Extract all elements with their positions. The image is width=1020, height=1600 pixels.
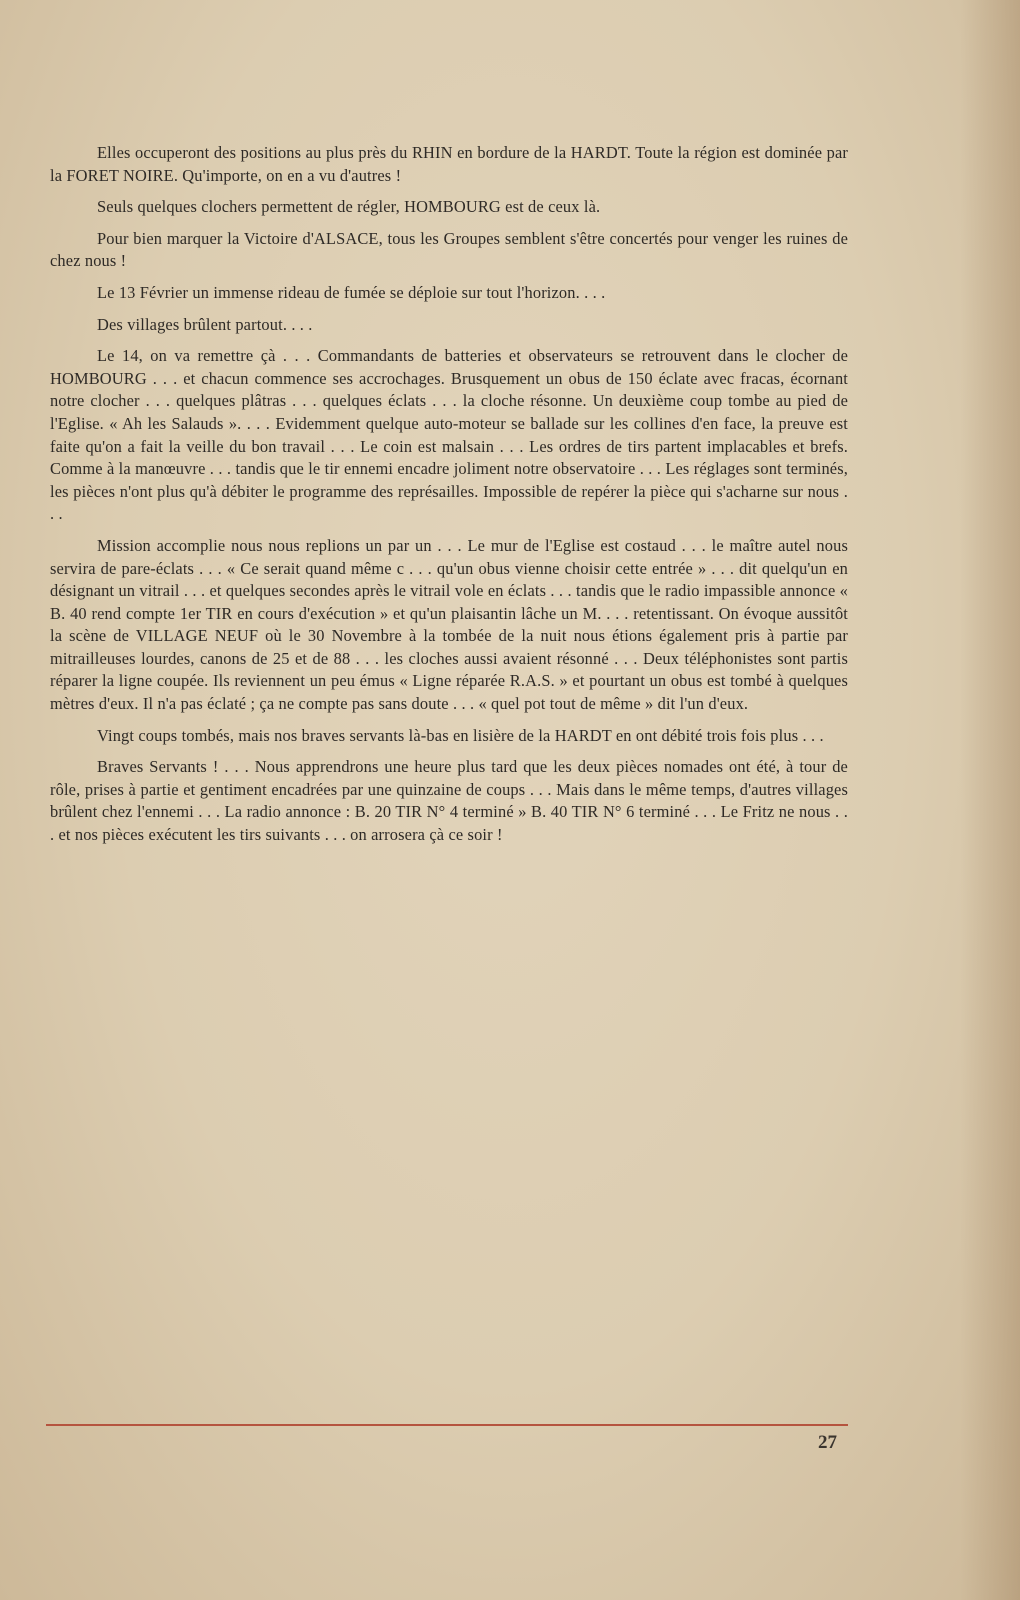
paragraph: Elles occuperont des positions au plus près du RHIN en bordure de la HARDT. Toute la région est dominée par la FORET NOIRE. Qu'importe, on en a vu d'autres ! xyxy=(50,143,848,185)
paragraph: Mission accomplie nous nous replions un par un . . . Le mur de l'Eglise est costaud . . . le maître autel nous servira de pare-éclats . . . « Ce serait quand même c . . . qu'un obus vienne choisir cette entrée » . . . dit quelqu'un en désignant un vitrail . . . et quelques secondes après le vitrail vole en éclats . . . tandis que le radio impassible annonce « B. 40 rend compte 1er TIR en cours d'exécution » et qu'un plaisantin lâche un M. . . . retentissant. On évoque aussitôt la scène de VILLAGE NEUF où le 30 Novembre à la tombée de la nuit nous étions également pris à partie par mitrailleuses lourdes, canons de 25 et de 88 . . . les cloches aussi avaient résonné . . . Deux téléphonistes sont partis réparer la ligne coupée. Ils reviennent un peu émus « Ligne réparée R.A.S. » et pourtant un obus est tombé à quelques mètres d'eux. Il n'a pas éclaté ; ça ne compte pas sans doute . . . « quel pot tout de même » dit l'un d'eux. xyxy=(50,535,848,714)
footer-rule xyxy=(46,1424,848,1426)
paragraph: Le 14, on va remettre çà . . . Commandants de batteries et observateurs se retrouvent dans le clocher de HOMBOURG . . . et chacun commence ses accrochages. Brusquement un obus de 150 éclate avec fracas, écornant notre clocher . . . quelques plâtras . . . quelques éclats . . . la cloche résonne. Un deuxième coup tombe au pied de l'Eglise. « Ah les Salauds ». . . . Evidemment quelque auto-moteur se ballade sur les collines d'en face, la preuve est faite qu'on a fait la veille du bon travail . . . Le coin est malsain . . . Les ordres de tirs partent implacables et brefs. Comme à la manœuvre . . . tandis que le tir ennemi encadre joliment notre observatoire . . . Les réglages sont terminés, les pièces n'ont plus qu'à débiter le programme des représailles. Impossible de repérer la pièce qui s'acharne sur nous . . . xyxy=(50,346,848,524)
body-text xyxy=(50,142,848,856)
paragraph: Des villages brûlent partout. . . . xyxy=(97,314,313,334)
paragraph: Pour bien marquer la Victoire d'ALSACE, tous les Groupes semblent s'être concertés pour venger les ruines de chez nous ! xyxy=(50,228,848,271)
page-number: 27 xyxy=(818,1432,837,1453)
paragraph: Braves Servants ! . . . Nous apprendrons une heure plus tard que les deux pièces nomades ont été, à tour de rôle, prises à partie et gentiment encadrées par une quinzaine de coups . . . Mais dans le même temps, d'autres villages brûlent chez l'ennemi . . . La radio annonce : B. 20 TIR N° 4 terminé » B. 40 TIR N° 6 terminé . . . Le Fritz ne nous . . . et nos pièces exécutent les tirs suivants . . . on arrosera çà ce soir ! xyxy=(50,757,848,845)
paragraph: Le 13 Février un immense rideau de fumée se déploie sur tout l'horizon. . . . xyxy=(97,282,606,302)
paragraph: Vingt coups tombés, mais nos braves servants là-bas en lisière de la HARDT en ont débité trois fois plus . . . xyxy=(97,725,824,745)
paragraph: Seuls quelques clochers permettent de régler, HOMBOURG est de ceux là. xyxy=(97,197,601,217)
